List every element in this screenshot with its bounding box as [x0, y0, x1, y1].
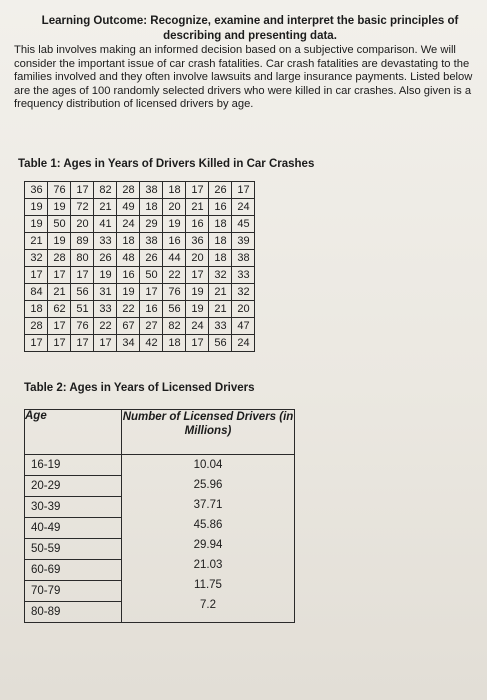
table2-row	[25, 455, 295, 476]
table1-cell: 16	[209, 199, 232, 216]
table1-row	[25, 250, 255, 267]
table1-cell: 89	[71, 233, 94, 250]
table1-row	[25, 216, 255, 233]
table1-cell: 24	[186, 318, 209, 335]
table2-count-value: 11.75	[194, 579, 222, 591]
table2-age-cell: 16-19	[25, 455, 122, 476]
table2-age-cell: 20-29	[25, 476, 122, 497]
table1-cell: 16	[186, 216, 209, 233]
table1-cell: 18	[25, 301, 48, 318]
table2-count-value: 45.86	[193, 519, 223, 531]
table1-cell: 38	[232, 250, 255, 267]
table1-cell: 56	[209, 335, 232, 352]
table1-cell: 62	[48, 301, 71, 318]
table2-count-value: 21.03	[193, 559, 223, 571]
table1-cell: 21	[186, 199, 209, 216]
table1-cell: 17	[232, 182, 255, 199]
table1-cell: 24	[117, 216, 140, 233]
table1-cell: 36	[25, 182, 48, 199]
table1-cell: 27	[140, 318, 163, 335]
table1-row	[25, 199, 255, 216]
table1-cell: 19	[25, 199, 48, 216]
table1-cell: 20	[186, 250, 209, 267]
table1-cell: 84	[25, 284, 48, 301]
table1-cell: 17	[25, 335, 48, 352]
table1-cell: 19	[25, 216, 48, 233]
table1-cell: 19	[94, 267, 117, 284]
table1-cell: 76	[48, 182, 71, 199]
table1-cell: 67	[117, 318, 140, 335]
table1-cell: 19	[48, 199, 71, 216]
table1-cell: 33	[232, 267, 255, 284]
table1-cell: 42	[140, 335, 163, 352]
table1-cell: 18	[140, 199, 163, 216]
table1-cell: 32	[232, 284, 255, 301]
table1-cell: 47	[232, 318, 255, 335]
table2-age-cell: 70-79	[25, 581, 122, 602]
table1-cell: 18	[209, 233, 232, 250]
table2-count-header: Number of Licensed Drivers (in Millions)	[122, 410, 295, 455]
learning-outcome-heading: Learning Outcome: Recognize, examine and interpret the basic principles of describing and presenting data.	[41, 15, 459, 42]
table1-cell: 20	[163, 199, 186, 216]
table1-cell: 28	[48, 250, 71, 267]
table1-cell: 56	[163, 301, 186, 318]
table2-age-cell: 30-39	[25, 497, 122, 518]
table2-count-value: 29.94	[193, 539, 223, 551]
table1-cell: 20	[71, 216, 94, 233]
table1-row	[25, 335, 255, 352]
table1-cell: 24	[232, 335, 255, 352]
table1-cell: 33	[94, 233, 117, 250]
table1-cell: 82	[94, 182, 117, 199]
table1-cell: 32	[209, 267, 232, 284]
table2-age-header: Age	[25, 410, 122, 455]
table1-cell: 26	[140, 250, 163, 267]
table1-cell: 22	[94, 318, 117, 335]
table1-cell: 17	[71, 335, 94, 352]
table1-cell: 18	[209, 250, 232, 267]
table1-cell: 17	[94, 335, 117, 352]
table1-cell: 19	[186, 284, 209, 301]
table1-cell: 17	[140, 284, 163, 301]
table1-cell: 18	[163, 335, 186, 352]
table1-cell: 19	[48, 233, 71, 250]
table1-cell: 28	[25, 318, 48, 335]
table2-count-value: 25.96	[193, 479, 223, 491]
table2-title: Table 2: Ages in Years of Licensed Drivers	[24, 382, 255, 394]
table1-cell: 39	[232, 233, 255, 250]
table1-cell: 22	[117, 301, 140, 318]
table1-row	[25, 182, 255, 199]
table1-cell: 16	[140, 301, 163, 318]
table2-age-cell: 50-59	[25, 539, 122, 560]
table2-count-value: 10.04	[193, 459, 223, 471]
table1-cell: 17	[71, 267, 94, 284]
table1-cell: 33	[209, 318, 232, 335]
table1-cell: 45	[232, 216, 255, 233]
table1-cell: 49	[117, 199, 140, 216]
table1-cell: 50	[140, 267, 163, 284]
table1-cell: 21	[25, 233, 48, 250]
table1-cell: 38	[140, 233, 163, 250]
table1-cell: 17	[186, 267, 209, 284]
table1-cell: 17	[25, 267, 48, 284]
table1-cell: 17	[186, 335, 209, 352]
table1-cell: 16	[163, 233, 186, 250]
table1-cell: 76	[71, 318, 94, 335]
table2-body	[25, 455, 295, 623]
table1-body	[25, 182, 255, 352]
table1-cell: 17	[48, 335, 71, 352]
table2-count-value: 7.2	[200, 599, 216, 611]
table1-cell: 36	[186, 233, 209, 250]
table2-age-cell: 60-69	[25, 560, 122, 581]
table1-cell: 21	[48, 284, 71, 301]
table1-ages-killed	[24, 181, 255, 352]
table1-cell: 34	[117, 335, 140, 352]
table1-cell: 22	[163, 267, 186, 284]
table1-cell: 48	[117, 250, 140, 267]
table2-count-value: 37.71	[193, 499, 223, 511]
table1-row	[25, 318, 255, 335]
table1-cell: 17	[48, 318, 71, 335]
table1-cell: 20	[232, 301, 255, 318]
table1-cell: 56	[71, 284, 94, 301]
table1-row	[25, 301, 255, 318]
table1-cell: 82	[163, 318, 186, 335]
table1-cell: 18	[117, 233, 140, 250]
table1-cell: 29	[140, 216, 163, 233]
table1-cell: 33	[94, 301, 117, 318]
table1-cell: 80	[71, 250, 94, 267]
table1-cell: 16	[117, 267, 140, 284]
table1-cell: 26	[94, 250, 117, 267]
table1-cell: 76	[163, 284, 186, 301]
table1-cell: 19	[117, 284, 140, 301]
table1-cell: 21	[94, 199, 117, 216]
intro-paragraph: This lab involves making an informed decision based on a subjective comparison. We will consider the important issue of car crash fatalities. Car crash fatalities are devastating to the families involved and they often involve lawsuits and large insurance payments. Listed below are the ages of 100 randomly selected drivers who were killed in car crashes. Also given is a frequency distribution of licensed drivers by age.	[14, 44, 473, 111]
table1-row	[25, 233, 255, 250]
table2-header-row	[25, 410, 295, 455]
table1-cell: 50	[48, 216, 71, 233]
table1-cell: 19	[163, 216, 186, 233]
table2-age-cell: 80-89	[25, 602, 122, 623]
table1-cell: 21	[209, 284, 232, 301]
table1-row	[25, 267, 255, 284]
table1-cell: 18	[209, 216, 232, 233]
table1-cell: 31	[94, 284, 117, 301]
table2-licensed-drivers	[24, 409, 295, 623]
table1-cell: 24	[232, 199, 255, 216]
table1-cell: 17	[48, 267, 71, 284]
table1-title: Table 1: Ages in Years of Drivers Killed in Car Crashes	[18, 158, 315, 170]
table1-cell: 28	[117, 182, 140, 199]
table2-age-cell: 40-49	[25, 518, 122, 539]
table1-cell: 38	[140, 182, 163, 199]
table1-cell: 32	[25, 250, 48, 267]
table1-cell: 41	[94, 216, 117, 233]
table2-count-column	[122, 455, 295, 623]
table1-cell: 51	[71, 301, 94, 318]
table1-cell: 19	[186, 301, 209, 318]
table1-cell: 44	[163, 250, 186, 267]
table1-cell: 21	[209, 301, 232, 318]
table1-cell: 26	[209, 182, 232, 199]
table1-cell: 72	[71, 199, 94, 216]
table1-row	[25, 284, 255, 301]
table1-cell: 17	[71, 182, 94, 199]
table1-cell: 18	[163, 182, 186, 199]
table1-cell: 17	[186, 182, 209, 199]
